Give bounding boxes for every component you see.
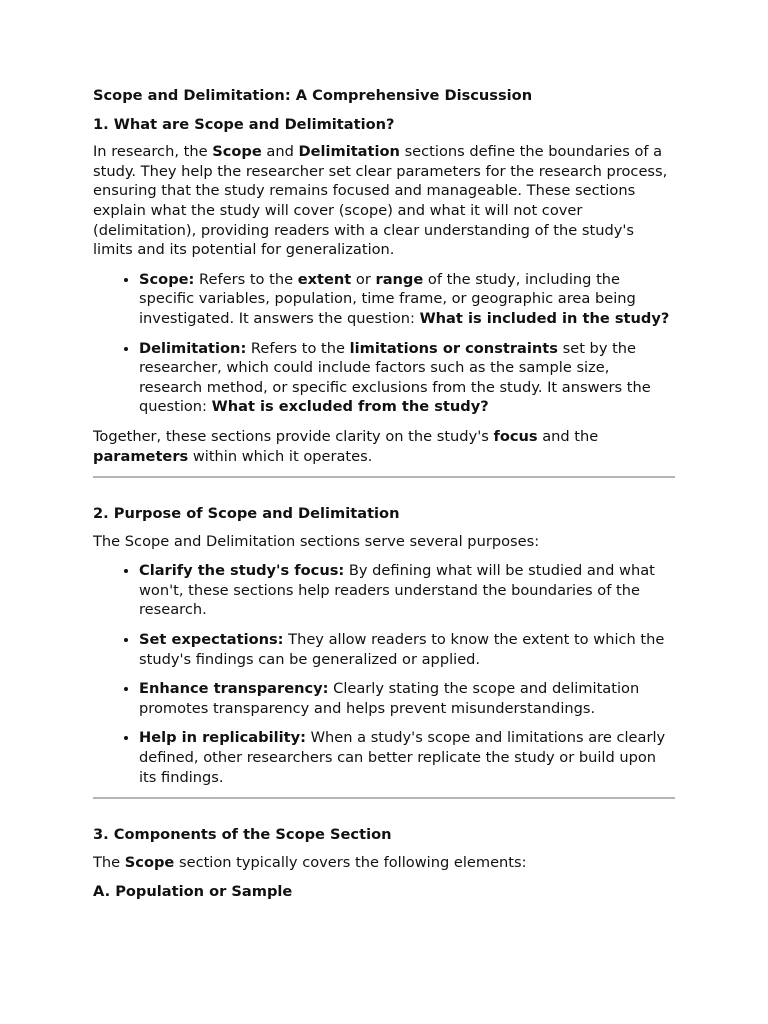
list-item-text: When a study's scope and limitations are clearly defined, other researchers can better replicate the study or build upon its findings. (139, 729, 666, 786)
text-run: section typically covers the following elements: (174, 853, 527, 871)
section-2-heading: 2. Purpose of Scope and Delimitation (93, 505, 400, 523)
text-run: within which it operates. (188, 447, 373, 465)
list-item-label: Delimitation: (139, 339, 247, 357)
text-run: and the (537, 427, 599, 445)
list-item-purpose (139, 728, 675, 787)
text-run: The (93, 853, 125, 871)
text-run: of the study, including the specific variables, population, time frame, or geographic area being investigated. It answers the question: (139, 270, 636, 327)
bold-question: What is excluded from the study? (211, 398, 489, 416)
list-item-label: Help in replicability: (139, 729, 306, 747)
text-run: and (261, 143, 299, 161)
section-divider (93, 476, 675, 478)
list-item-label: Enhance transparency: (139, 680, 329, 698)
bold-term-delimitation: Delimitation (298, 143, 400, 161)
section-1-heading: 1. What are Scope and Delimitation? (93, 115, 395, 133)
document-body (93, 86, 675, 910)
text-run: sections define the boundaries of a study. They help the researcher set clear parameters for the research process, ensuring that the study remains focused and manageable. These sections explain what the study will cover (scope) and what it will not cover (delimitation), providing readers with a clear understanding of the study's limits and its potential for generalization. (93, 143, 668, 259)
list-item-purpose (139, 630, 675, 669)
bold-term-scope: Scope (212, 143, 262, 161)
document-title: Scope and Delimitation: A Comprehensive Discussion (93, 87, 533, 104)
bold-term-focus: focus (493, 427, 538, 445)
list-item-text: By defining what will be studied and what won't, these sections help readers understand the boundaries of the research. (139, 562, 655, 619)
bold-term: extent (297, 270, 352, 288)
bold-term-scope: Scope (124, 853, 175, 871)
section-3-intro-paragraph (93, 853, 675, 873)
section-1-closing-paragraph (93, 427, 675, 466)
list-item-purpose (139, 679, 675, 718)
bold-term: limitations or constraints (349, 339, 558, 357)
text-run: Refers to the (194, 270, 298, 288)
text-run: or (351, 270, 376, 288)
list-item-label: Clarify the study's focus: (139, 562, 345, 580)
text-run: Refers to the (246, 339, 350, 357)
text-run: set by the researcher, which could include factors such as the sample size, research method, or specific exclusions from the study. It answers the question: (139, 339, 651, 416)
list-item-label: Set expectations: (139, 631, 284, 649)
list-item-delimitation (139, 339, 675, 417)
subsection-heading: A. Population or Sample (93, 883, 293, 901)
text-run: Together, these sections provide clarity on the study's (93, 427, 494, 445)
bold-term: range (375, 270, 424, 288)
bold-term-parameters: parameters (93, 447, 189, 465)
list-item-text: They allow readers to know the extent to which the study's findings can be generalized or applied. (139, 631, 665, 668)
section-2-intro-paragraph: The Scope and Delimitation sections serve several purposes: (93, 532, 540, 550)
list-item-text: Clearly stating the scope and delimitation promotes transparency and helps prevent misunderstandings. (139, 680, 640, 717)
section-1-bullet-list (93, 270, 675, 417)
section-3-heading: 3. Components of the Scope Section (93, 826, 392, 844)
list-item-label: Scope: (139, 270, 195, 288)
section-divider (93, 797, 675, 799)
section-1-intro-paragraph (93, 142, 675, 260)
list-item-scope (139, 270, 675, 329)
text-run: In research, the (93, 143, 213, 161)
section-2-bullet-list (93, 561, 675, 787)
bold-question: What is included in the study? (419, 309, 670, 327)
list-item-purpose (139, 561, 675, 620)
